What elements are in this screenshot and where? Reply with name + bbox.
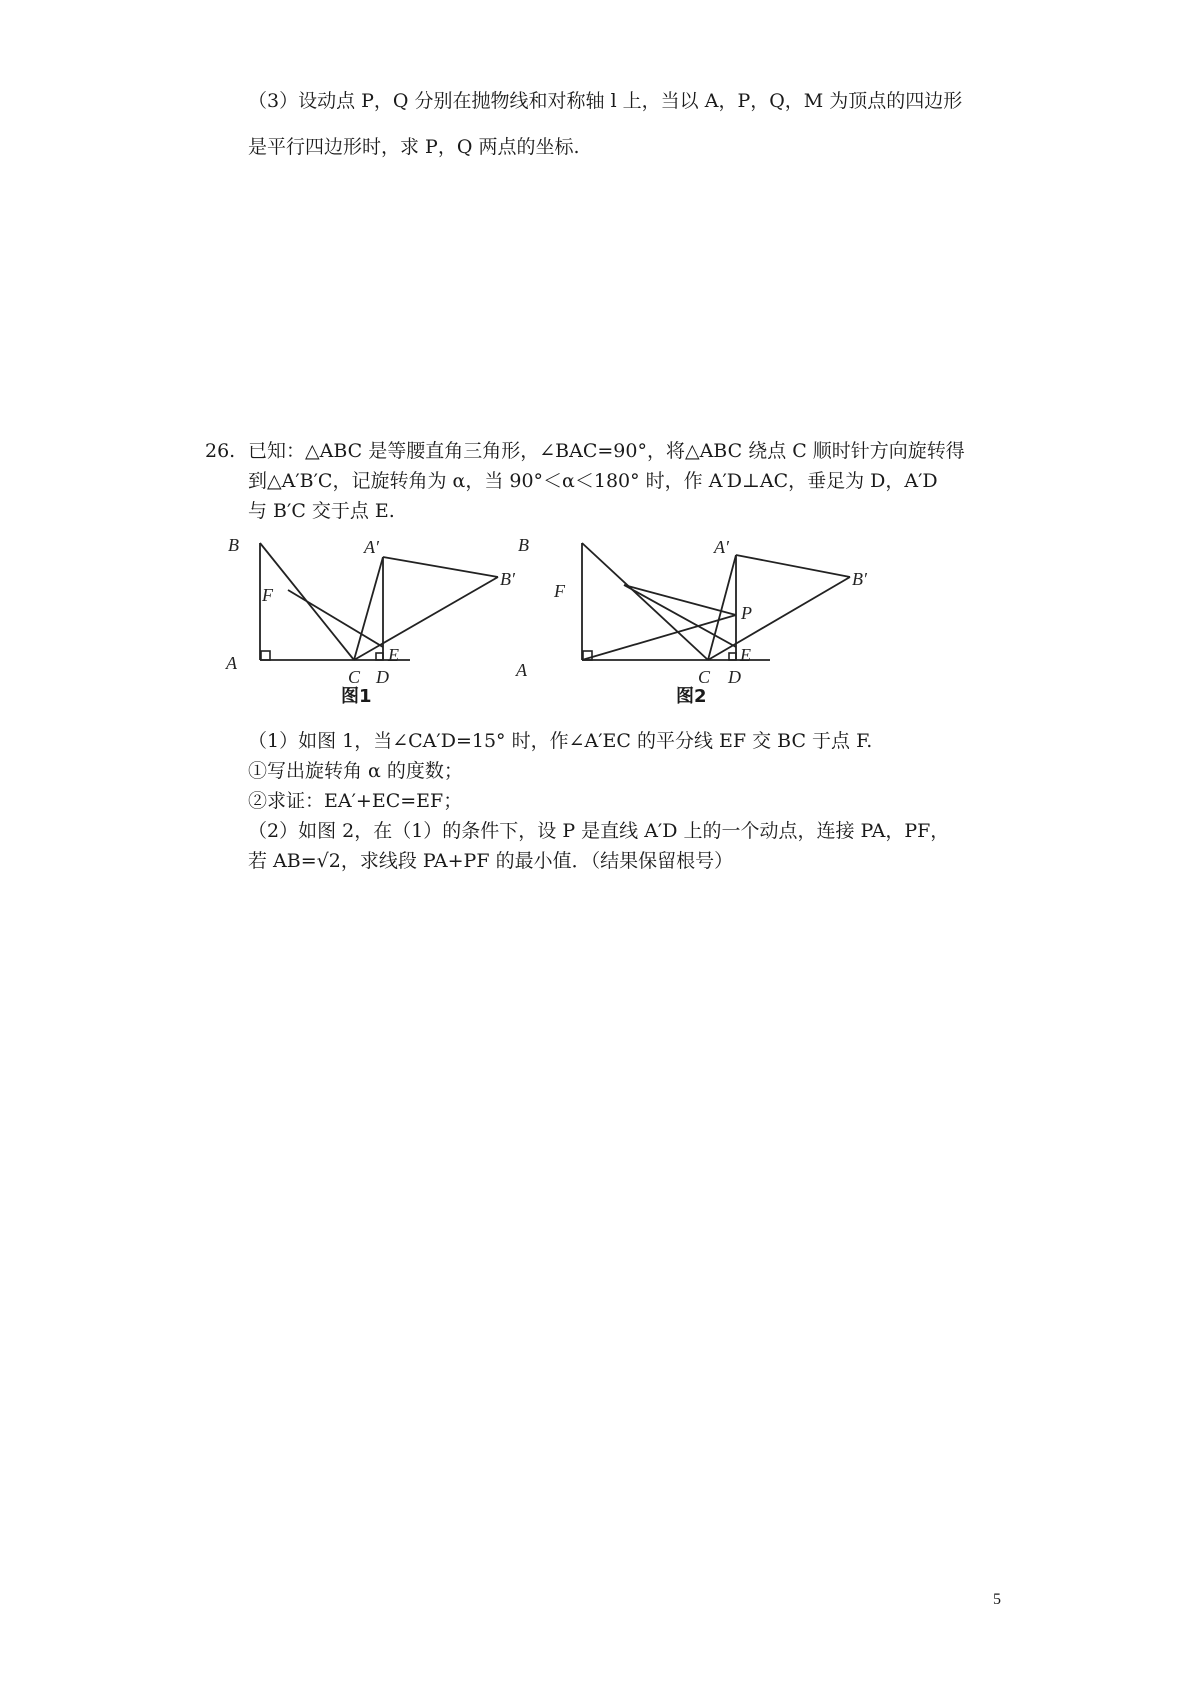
- figure-2-caption: 图2: [676, 686, 707, 707]
- fig1-label-b: B: [228, 535, 239, 555]
- fig2-label-f: F: [554, 581, 565, 601]
- fig1-label-e: E: [388, 645, 399, 665]
- part3-line-2: 是平行四边形时，求 P，Q 两点的坐标.: [248, 136, 580, 158]
- q26-sub1a: ①写出旋转角 α 的度数；: [248, 760, 463, 782]
- fig2-label-a: A: [516, 660, 527, 680]
- q26-sub1b: ②求证：EA′+EC=EF；: [248, 790, 463, 812]
- fig1-label-a: A: [226, 653, 237, 673]
- figure-1-caption: 图1: [341, 686, 372, 707]
- fig1-label-f: F: [262, 585, 273, 605]
- fig2-label-a-prime: A′: [714, 537, 729, 557]
- q26-line-1: 已知：△ABC 是等腰直角三角形，∠BAC=90°，将△ABC 绕点 C 顺时针方向旋转得: [248, 440, 965, 462]
- fig1-label-c: C: [348, 667, 361, 687]
- figure-1: [226, 535, 560, 695]
- figure-2: [516, 535, 900, 695]
- fig1-label-d: D: [376, 667, 389, 687]
- q26-sub1: （1）如图 1，当∠CA′D=15° 时，作∠A′EC 的平分线 EF 交 BC 于点 F.: [248, 730, 873, 752]
- fig2-label-b-prime: B′: [852, 569, 867, 589]
- page-number: 5: [993, 1591, 1001, 1608]
- q26-sub2: （2）如图 2，在（1）的条件下，设 P 是直线 A′D 上的一个动点，连接 PA，PF，: [248, 820, 950, 842]
- fig2-label-p: P: [741, 603, 752, 623]
- fig2-label-d: D: [728, 667, 741, 687]
- q26-sub2b: 若 AB=√2，求线段 PA+PF 的最小值．（结果保留根号）: [248, 850, 734, 872]
- fig2-label-b: B: [518, 535, 529, 555]
- q26-line-3: 与 B′C 交于点 E.: [248, 500, 395, 522]
- question-number: 26.: [205, 440, 236, 462]
- part3-line-1: （3）设动点 P，Q 分别在抛物线和对称轴 l 上，当以 A，P，Q，M 为顶点的四边形: [248, 90, 963, 112]
- fig1-label-b-prime: B′: [500, 569, 515, 589]
- fig2-label-c: C: [698, 667, 711, 687]
- q26-line-2: 到△A′B′C，记旋转角为 α，当 90°＜α＜180° 时，作 A′D⊥AC，垂足为 D，A′D: [248, 470, 938, 492]
- fig1-label-a-prime: A′: [364, 537, 379, 557]
- fig2-label-e: E: [740, 645, 751, 665]
